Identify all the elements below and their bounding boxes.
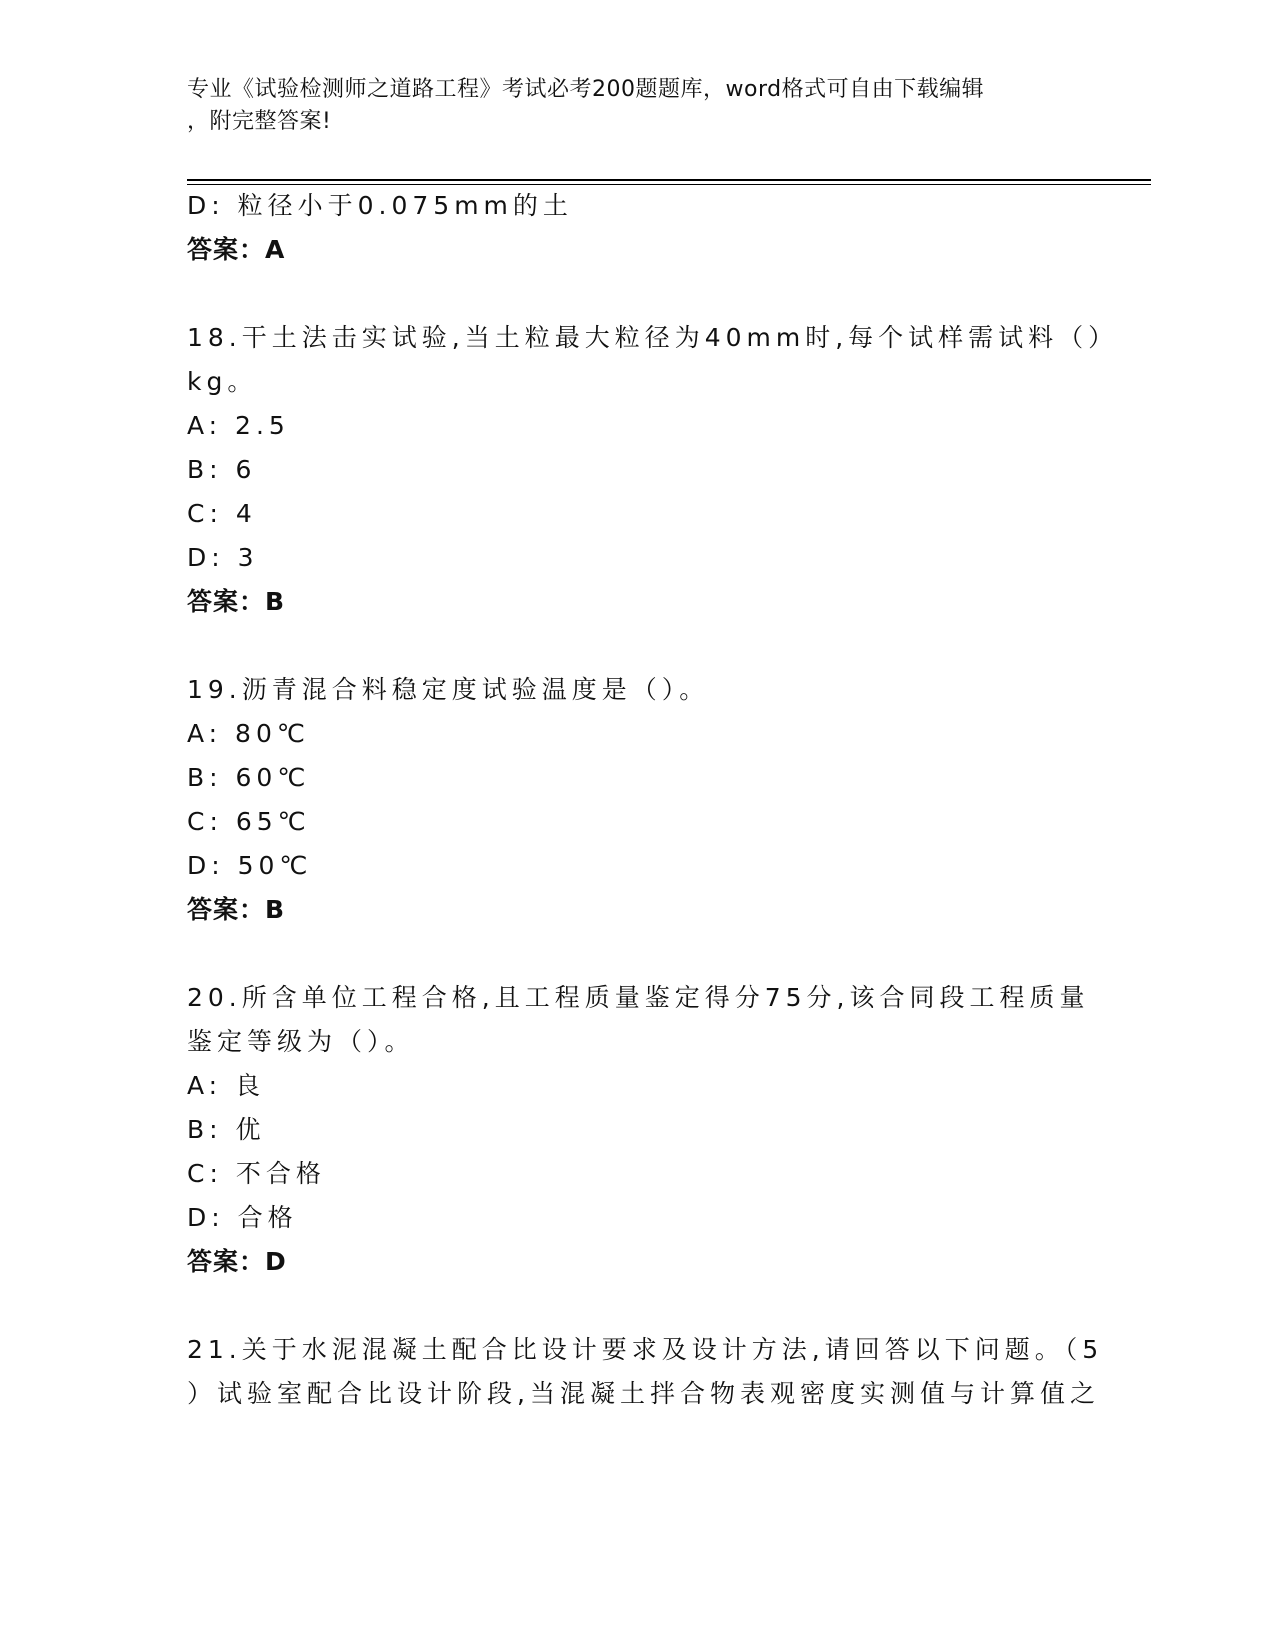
- q19-option-c: C: 65℃: [187, 807, 311, 836]
- header-title-line-1: 专业《试验检测师之道路工程》考试必考200题题库，word格式可自由下载编辑: [187, 77, 985, 102]
- q19-option-b: B: 60℃: [187, 763, 311, 792]
- q18-option-c: C: 4: [187, 499, 257, 528]
- header-title-line-2: ，附完整答案!: [187, 109, 332, 134]
- q18-stem-line-2: kg。: [187, 367, 258, 396]
- q21-stem-line-1: 21.关于水泥混凝土配合比设计要求及设计方法,请回答以下问题。（5: [187, 1335, 1104, 1364]
- q20-option-c: C: 不合格: [187, 1159, 326, 1188]
- q19-stem-line-1: 19.沥青混合料稳定度试验温度是（）。: [187, 675, 710, 704]
- header-divider-thin: [187, 184, 1151, 185]
- q18-answer: 答案：B: [187, 587, 286, 616]
- q20-option-a: A: 良: [187, 1071, 266, 1100]
- q18-option-a: A: 2.5: [187, 411, 290, 440]
- q19-option-d: D: 50℃: [187, 851, 313, 880]
- q20-stem-line-1: 20.所含单位工程合格,且工程质量鉴定得分75分,该合同段工程质量: [187, 983, 1090, 1012]
- q17-option-d: D: 粒径小于0.075mm的土: [187, 191, 573, 220]
- q21-stem-line-2: ）试验室配合比设计阶段,当混凝土拌合物表观密度实测值与计算值之: [187, 1379, 1100, 1408]
- header-divider-thick: [187, 179, 1151, 181]
- q20-stem-line-2: 鉴定等级为（）。: [187, 1027, 415, 1056]
- q20-option-d: D: 合格: [187, 1203, 298, 1232]
- q19-option-a: A: 80℃: [187, 719, 310, 748]
- document-header: [187, 74, 1067, 138]
- q18-option-d: D: 3: [187, 543, 259, 572]
- q20-answer: 答案：D: [187, 1247, 287, 1276]
- q18-option-b: B: 6: [187, 455, 257, 484]
- q20-option-b: B: 优: [187, 1115, 266, 1144]
- q17-answer: 答案：A: [187, 235, 286, 264]
- q19-answer: 答案：B: [187, 895, 286, 924]
- q18-stem-line-1: 18.干土法击实试验,当土粒最大粒径为40mm时,每个试样需试料（）: [187, 323, 1119, 352]
